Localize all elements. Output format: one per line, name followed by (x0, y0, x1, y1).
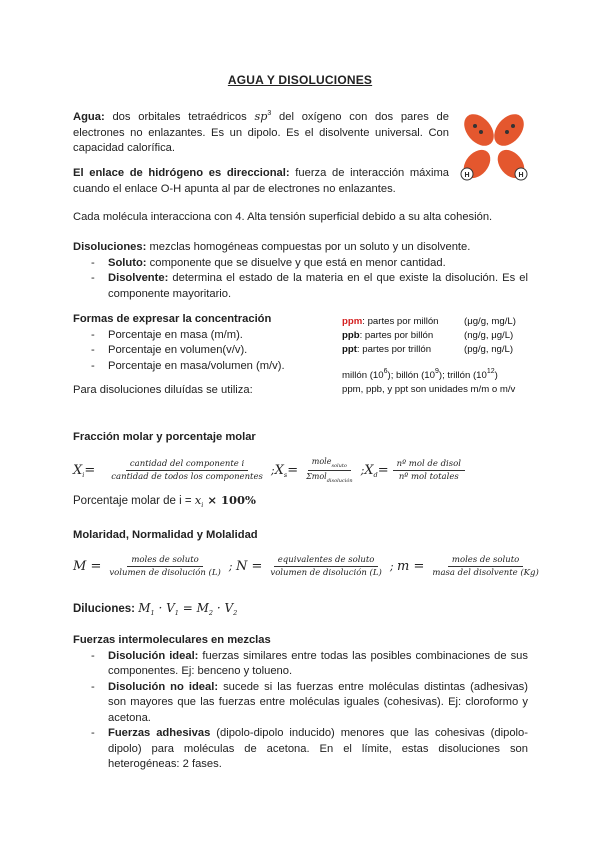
xi-letter: X (73, 462, 83, 478)
scale-part-1: millón (10 (342, 370, 384, 381)
ppb-value: (ng/g, μg/L) (464, 330, 514, 341)
ppt-row (342, 343, 516, 357)
xd-fraction (393, 459, 465, 482)
ppb-key: ppb (342, 330, 360, 341)
agua-text-2: del oxígeno con dos pares de electrones no enlazantes. Es un dipolo. Es el disolvente universal. Con capacidad calorífica. (73, 111, 449, 154)
m1-sub: 1 (150, 609, 155, 617)
units-note: ppm, ppb, y ppt son unidades m/m o m/v (342, 384, 516, 395)
disolvente-text: determina el estado de la materia en el que existe la disolución. Es el componente mayoritario. (108, 272, 528, 300)
v1-sub: 1 (174, 609, 179, 617)
separator-1: ; (270, 464, 275, 477)
formas-list (73, 328, 343, 375)
water-molecule-svg (455, 108, 535, 184)
scale-line (342, 365, 516, 383)
ideal-label: Disolución ideal: (108, 649, 199, 662)
molalidad-numerator: moles de soluto (448, 555, 523, 567)
xs-symbol (275, 463, 288, 479)
molecula-paragraph: Cada molécula interacciona con 4. Alta tensión superficial debido a su alta cohesión. (73, 211, 493, 223)
scale-part-2: ); billón (10 (387, 370, 435, 381)
xd-letter: X (364, 462, 374, 478)
enlace-text: fuerza de interacción máxima cuando el enlace O-H apunta al par de electrones no enlazantes. (73, 167, 450, 195)
ppb-row (342, 329, 516, 343)
xi-numerator: cantidad del componente i (126, 459, 248, 471)
ppm-value: (μg/g, mg/L) (464, 316, 516, 327)
soluto-label: Soluto: (108, 256, 147, 269)
molalidad-symbol: m (397, 559, 410, 574)
scale-part-3: ); trillón (10 (438, 370, 487, 381)
list-item: - Porcentaje en masa/volumen (m/v). (73, 359, 343, 375)
diluciones-label: Diluciones: (73, 603, 135, 615)
water-molecule-diagram (455, 108, 535, 184)
disoluciones-text: mezclas homogéneas compuestas por un soluto y un disolvente. (146, 241, 471, 253)
list-item (73, 256, 528, 272)
list-item (73, 271, 528, 302)
xs-numerator-sub: soluto (331, 463, 347, 469)
no-ideal-label: Disolución no ideal: (108, 680, 219, 693)
list-item (73, 649, 528, 680)
molaridad-denominator: volumen de disolución (L) (109, 568, 221, 578)
v1-letter: V (166, 601, 175, 615)
electron-pair-3 (505, 130, 509, 134)
list-item: - Porcentaje en volumen(v/v). (73, 343, 343, 359)
sp-symbol: sp (254, 110, 268, 123)
list-item: - Porcentaje en masa (m/m). (73, 328, 343, 344)
hydrogen-label-2: H (518, 172, 524, 179)
equals-1: = (84, 463, 96, 478)
molaridad-heading: Molaridad, Normalidad y Molalidad (73, 529, 258, 541)
xs-sub: s (283, 470, 288, 479)
xd-symbol (364, 463, 377, 479)
xd-sub: d (373, 470, 378, 479)
molaridad-symbol: M (73, 559, 87, 574)
soluto-text: componente que se disuelve y que está en menor cantidad. (146, 256, 446, 269)
ppt-text: : partes por trillón (356, 344, 432, 355)
scale-exp-1: 6 (383, 368, 388, 375)
disoluciones-line (73, 240, 528, 256)
normalidad-numerator: equivalentes de soluto (274, 555, 379, 567)
m1-letter: M (138, 601, 151, 615)
adhesivas-label: Fuerzas adhesivas (108, 727, 211, 739)
fraccion-formula (73, 457, 469, 484)
xd-numerator: nº mol de disol (393, 459, 465, 471)
disoluciones-section (73, 240, 528, 302)
disoluciones-label: Disoluciones: (73, 241, 147, 253)
fuerzas-section (73, 633, 528, 773)
molaridad-formula: M = $\frac{\text{moles de soluto}}{\text{volumen de disolución (L)}}$ ; N = $\frac{\text{equivalentes de soluto}}{\text{volumen de disolución (L)}}$ ; m = $\frac{\text{moles de soluto}}{\text{masa del disolvente (Kg)}}$ (73, 555, 547, 578)
disoluciones-list (73, 256, 528, 303)
xs-letter: X (274, 462, 284, 478)
normalidad-denominator: volumen de disolución (L) (270, 568, 382, 578)
porcentaje-x: x (194, 493, 202, 507)
ppt-value: (pg/g, ng/L) (464, 344, 514, 355)
ppm-text: : partes por millón (362, 316, 439, 327)
fuerzas-heading: Fuerzas intermoleculares en mezclas (73, 634, 271, 646)
xs-denominator: Σmol (306, 472, 327, 481)
enlace-paragraph (73, 166, 449, 197)
molalidad-fraction (428, 555, 542, 578)
equals-2: = (287, 463, 299, 478)
electron-pair-1 (473, 124, 477, 128)
sp-exponent: 3 (267, 110, 272, 117)
hydrogen-label-1: H (464, 172, 470, 179)
xs-fraction (302, 457, 356, 484)
adhesivas-text: (dipolo-dipolo inducido) menores que las cohesivas (dipolo-dipolo) para moléculas de acetona. En el límite, estas disoluciones son heterogéneas: 2 fases. (108, 727, 528, 770)
porcentaje-tail: × 100% (203, 493, 256, 507)
agua-text-1: dos orbitales tetraédricos (104, 111, 255, 123)
dot-1: · (154, 601, 167, 615)
normalidad-symbol: N (235, 559, 248, 574)
ppt-key: ppt (342, 344, 357, 355)
xi-sub: i (82, 470, 85, 479)
v2-letter: V (224, 601, 234, 615)
v2-sub: 2 (233, 609, 238, 617)
xi-fraction (107, 459, 267, 482)
oxygen-label: O (490, 142, 498, 151)
formas-heading: Formas de expresar la concentración (73, 313, 272, 325)
agua-label: Agua: (73, 111, 105, 123)
m2-letter: M (196, 601, 209, 615)
electron-pair-2 (479, 130, 483, 134)
diluidas-text: Para disoluciones diluídas se utiliza: (73, 384, 253, 396)
molalidad-denominator: masa del disolvente (Kg) (432, 568, 539, 578)
fuerzas-list (73, 649, 528, 773)
diluciones-formula (138, 601, 237, 615)
units-box (342, 315, 516, 397)
ppm-row (342, 315, 516, 329)
separator-2: ; (360, 464, 365, 477)
dot-2: · (213, 601, 225, 615)
molaridad-numerator: moles de soluto (127, 555, 202, 567)
formas-section (73, 312, 343, 374)
page-title: AGUA Y DISOLUCIONES (227, 73, 373, 87)
diluciones-line (73, 601, 237, 617)
normalidad-fraction (266, 555, 385, 578)
agua-paragraph (73, 106, 449, 157)
scale-exp-2: 9 (434, 368, 439, 375)
dilution-equals: = (178, 601, 197, 615)
porcentaje-sub: i (201, 501, 204, 509)
porcentaje-molar (73, 493, 256, 509)
no-ideal-text: sucede si las fuerzas entre moléculas distintas (adhesivas) son mayores que las fuerzas entre moléculas iguales (cohesivas). Ej: cloroformo y acetona. (108, 680, 528, 724)
scale-exp-3: 12 (486, 368, 495, 375)
xi-denominator: cantidad de todos los componentes (111, 472, 263, 482)
ppb-text: : partes por billón (359, 330, 434, 341)
enlace-label: El enlace de hidrógeno es direccional: (73, 167, 290, 179)
list-item (73, 726, 528, 773)
ideal-text: fuerzas similares entre todas las posibles combinaciones de sus componentes. Ej: benceno y tolueno. (108, 649, 528, 677)
scale-part-4: ) (494, 370, 498, 381)
ppm-key: ppm (342, 316, 363, 327)
list-item (73, 680, 528, 727)
xs-denominator-sub: disolución (326, 478, 353, 484)
m2-sub: 2 (208, 609, 214, 617)
porcentaje-text: Porcentaje molar de i = (73, 495, 195, 507)
xd-denominator: nº mol totales (398, 472, 459, 482)
equals-3: = (377, 463, 389, 478)
xi-symbol (73, 463, 84, 479)
disolvente-label: Disolvente: (108, 272, 169, 284)
molaridad-fraction (105, 555, 224, 578)
electron-pair-4 (511, 124, 515, 128)
fraccion-heading: Fracción molar y porcentaje molar (73, 431, 256, 443)
xs-numerator: mole (311, 457, 332, 466)
